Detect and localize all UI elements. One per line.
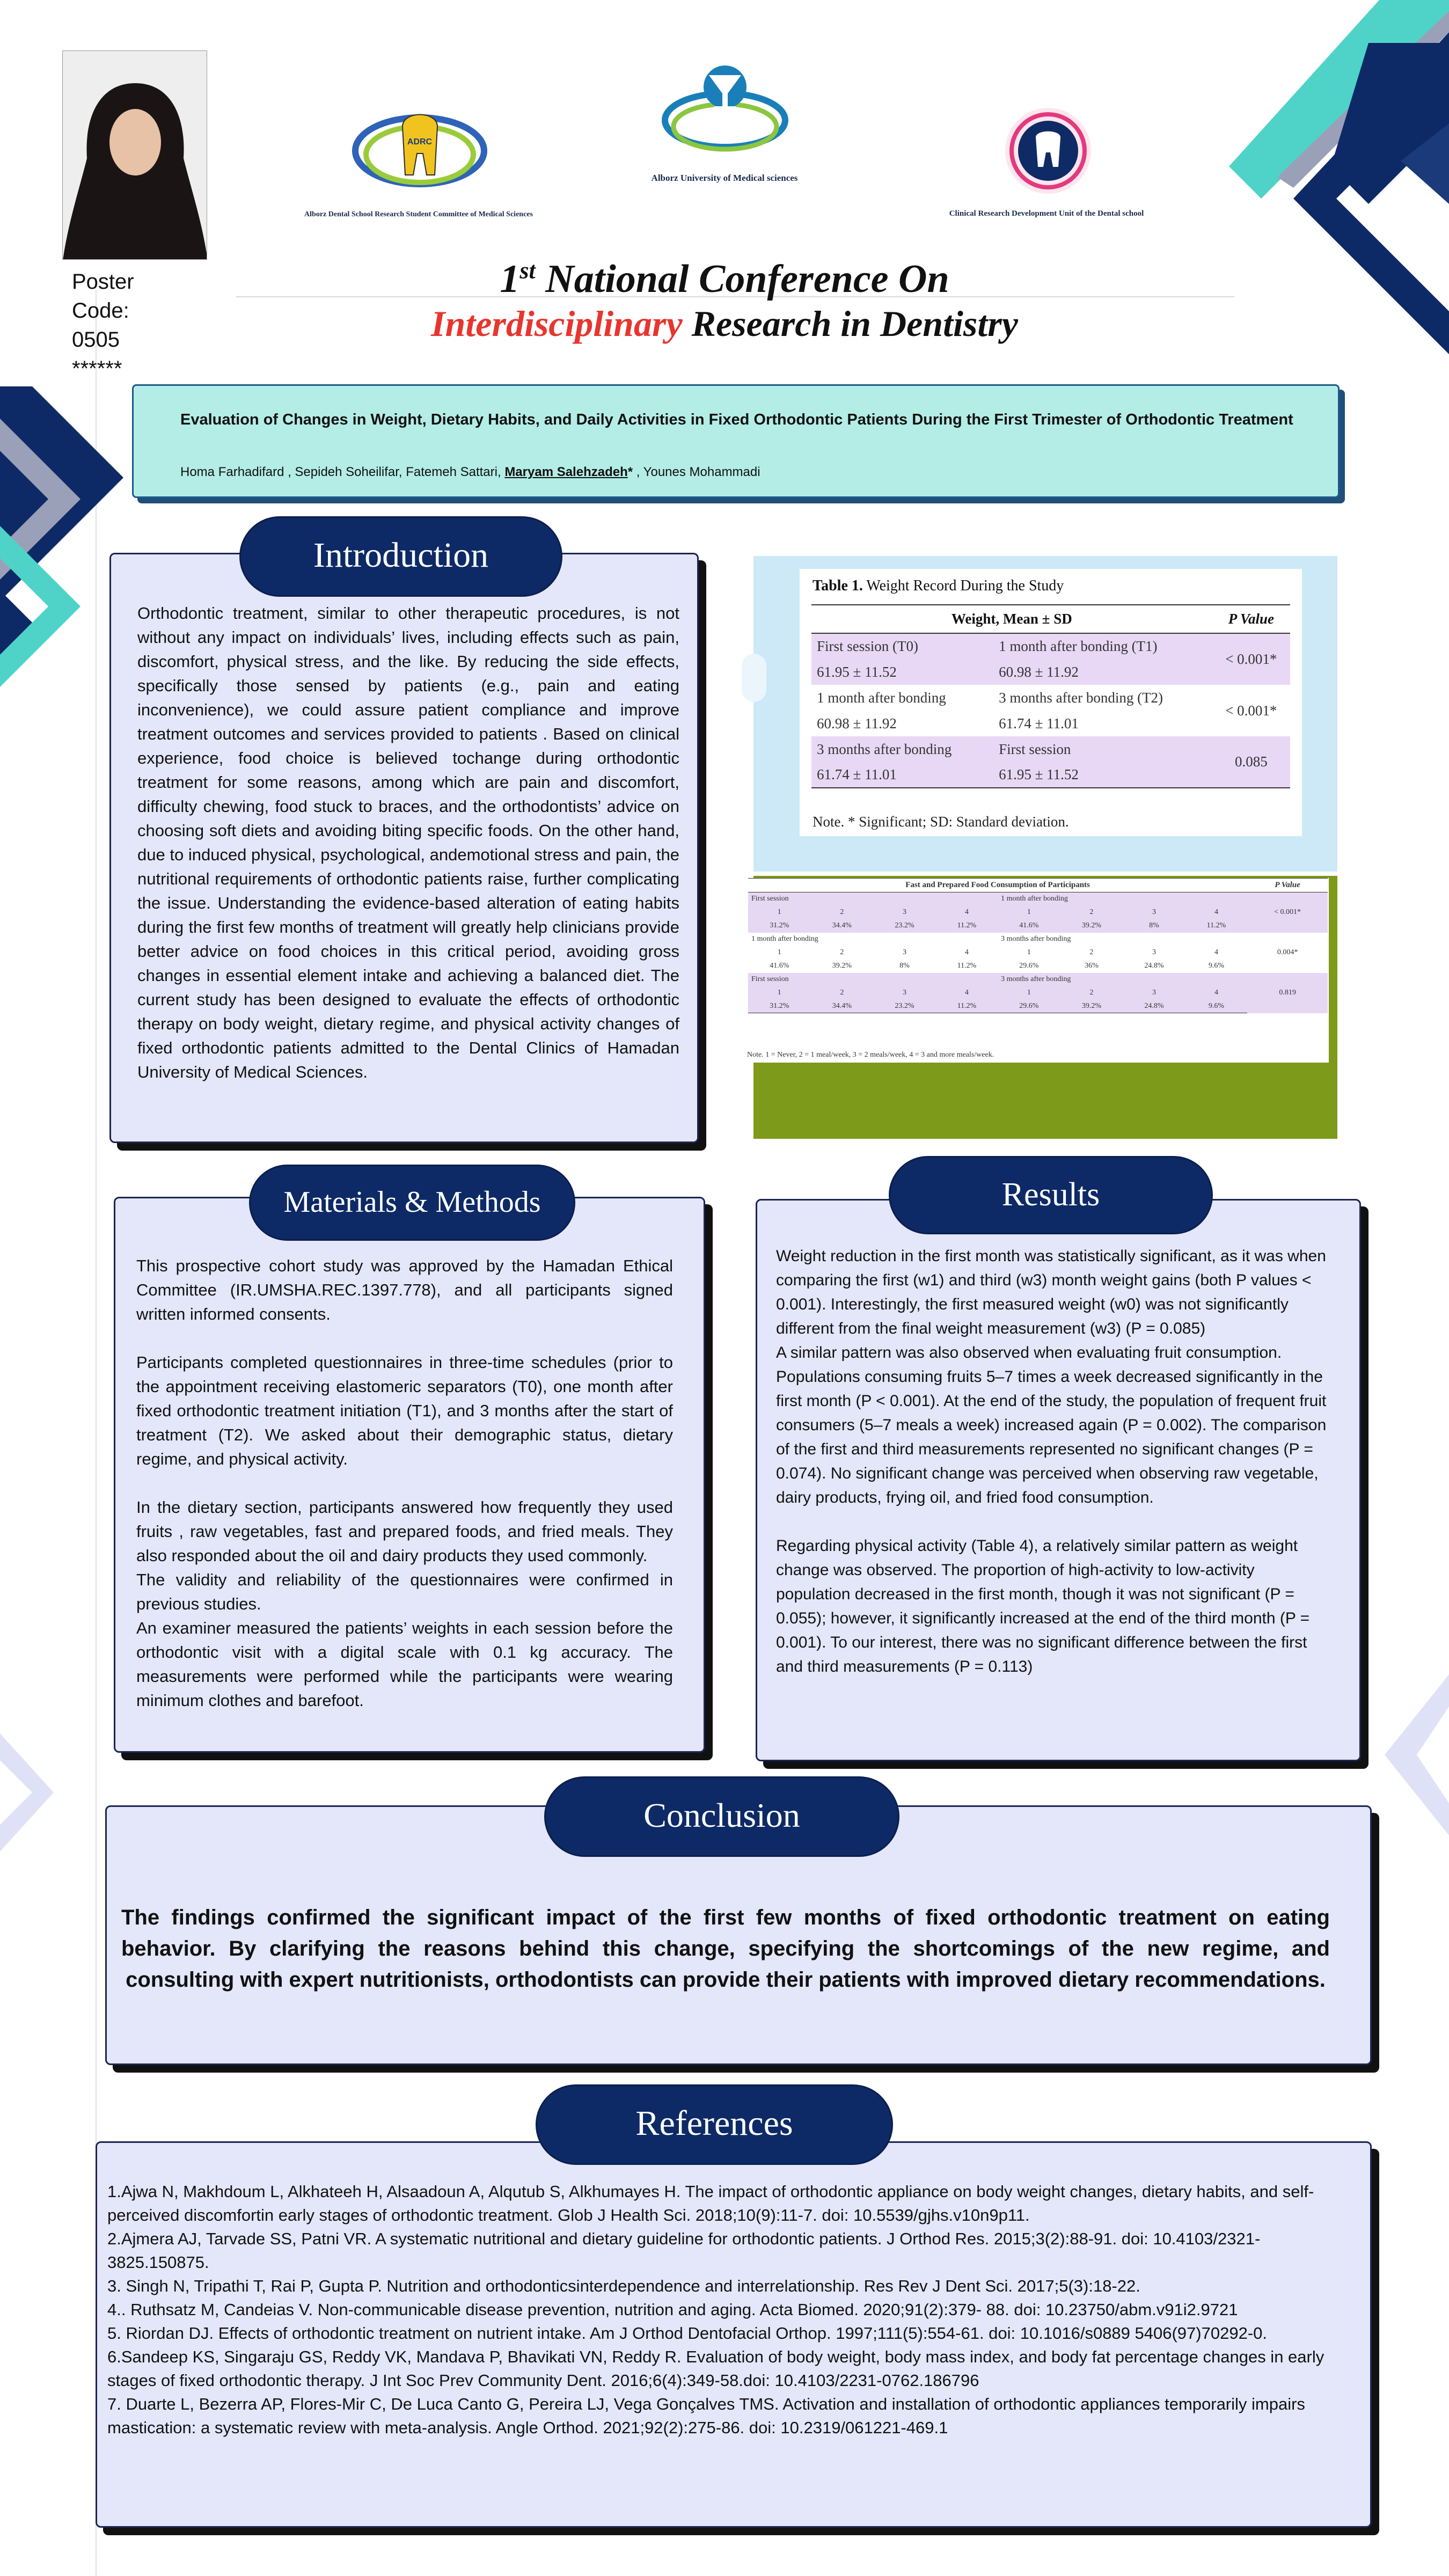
table-row xyxy=(811,633,1290,659)
table-cell: 1 xyxy=(998,906,1060,919)
table-cell: 1 month after bonding xyxy=(998,892,1247,906)
table-row xyxy=(748,933,1328,946)
table-cell: 1 xyxy=(748,986,811,1000)
study-title: Evaluation of Changes in Weight, Dietary Habits, and Daily Activities in Fixed Orthodontic Patients During the First Trimester of Orthodontic Treatment xyxy=(180,411,1293,428)
table-cell: 2 xyxy=(1060,906,1123,919)
table-cell: 39.2% xyxy=(1060,919,1123,933)
table-cell: 11.2% xyxy=(936,1000,998,1013)
table-cell: 3 months after bonding xyxy=(1001,935,1071,943)
table-cell: 3 xyxy=(873,986,936,1000)
table-cell: 4 xyxy=(936,986,998,1000)
table-cell: 3 xyxy=(1123,986,1185,1000)
table-cell: First session xyxy=(748,892,998,906)
table-cell: 4 xyxy=(1214,948,1218,956)
conclusion-text: The findings confirmed the significant impact of the first few months of fixed orthodontic treatment on eating behavior. By clarifying the reasons behind this change, specifying the shortcomings of the new regime, and consulting with expert nutritionists, orthodontists can provide their patients with improved dietary recommendations. xyxy=(121,1906,1330,1992)
poster-code-line2: Code: xyxy=(72,299,129,323)
authors-before: Homa Farhadifard , Sepideh Soheilifar, Fatemeh Sattari, xyxy=(180,465,505,479)
reference-item: 7. Duarte L, Bezerra AP, Flores-Mir C, De Luca Canto G, Pereira LJ, Vega Gonçalves TMS. Activation and installation of orthodontic appliances temporarily impairs mastication: a systematic review with meta-analysis. Angle Orthod. 2021;92(2):275-86. doi: 10.2319/061221-469.1 xyxy=(107,2395,1305,2437)
table-cell-pvalue: < 0.001* xyxy=(1212,633,1290,685)
poster-code xyxy=(72,267,158,383)
table-cell: 2 xyxy=(1089,948,1094,956)
table-cell: 34.4% xyxy=(811,919,874,933)
table2-note: Note. 1 = Never, 2 = 1 meal/week, 3 = 2 meals/week, 4 = 3 and more meals/week. xyxy=(747,1051,994,1059)
conference-title-text: National Conference On xyxy=(535,257,949,301)
clinical-unit-tooth-logo xyxy=(1002,105,1094,196)
table-cell: 3 xyxy=(902,948,906,956)
table-cell: 3 xyxy=(1123,906,1185,919)
table-cell: 23.2% xyxy=(873,919,936,933)
table-cell: 3 months after bonding xyxy=(811,736,993,762)
author-photo xyxy=(62,50,207,260)
table-cell: 2 xyxy=(840,948,844,956)
table-cell: 36% xyxy=(1085,962,1099,970)
table-cell: 11.2% xyxy=(1185,919,1247,933)
corresponding-star: * xyxy=(627,465,633,479)
table-cell: 31.2% xyxy=(748,1000,811,1013)
table-cell: 1 xyxy=(1027,948,1031,956)
methods-paragraph: Participants completed questionnaires in three-time schedules (prior to the appointment receiving elastomeric separators (T0), one month after fixed orthodontic treatment initiation (T1), and 3 months after the start of treatment (T2). We asked about their demographic status, dietary regime, and physical activity. xyxy=(136,1353,673,1468)
reference-item: 3. Singh N, Tripathi T, Rai P, Gupta P. Nutrition and orthodonticsinterdependence and interrelationship. Res Rev J Dent Sci. 2017;5(3):18-22. xyxy=(107,2277,1140,2295)
adrc-tooth-logo xyxy=(349,94,494,202)
results-heading: Results xyxy=(889,1156,1213,1234)
table-cell: 2 xyxy=(1060,986,1123,1000)
poster-code-stars: ****** xyxy=(72,357,122,380)
university-cup-logo xyxy=(658,60,792,157)
table-cell: 61.95 ± 11.52 xyxy=(993,762,1212,788)
corner-chevron-decoration-left xyxy=(0,386,123,741)
table-cell: 11.2% xyxy=(936,919,998,933)
table-cell: 61.74 ± 11.01 xyxy=(999,715,1079,731)
table-cell: 1 xyxy=(998,986,1060,1000)
table-row xyxy=(748,973,1328,986)
table-cell: 4 xyxy=(1185,906,1247,919)
table-cell-pvalue: < 0.001* xyxy=(1225,702,1277,719)
results-paragraph: A similar pattern was also observed when evaluating fruit consumption. Populations consuming fruits 5–7 times a week decreased significantly in the first month (P < 0.001). At the end of the study, the population of frequent fruit consumers (5–7 meals a week) increased again (P = 0.002). The comparison of the first and third measurements represented no significant changes (P = 0.074). No significant change was perceived when observing raw vegetable, dairy products, frying oil, and fried food consumption. xyxy=(776,1344,1327,1506)
table-cell: 61.95 ± 11.52 xyxy=(811,659,993,685)
chevron-decoration-right-faint xyxy=(1374,1674,1449,1851)
references-list xyxy=(107,2180,1352,2440)
table-row xyxy=(748,946,1328,960)
table-cell: 4 xyxy=(964,948,969,956)
reference-item: 2.Ajmera AJ, Tarvade SS, Patni VR. A systematic nutritional and dietary guideline for orthodontic patients. J Orthod Res. 2015;3(2):88-91. doi: 10.4103/2321-3825.150875. xyxy=(107,2229,1261,2272)
table-cell: 1 month after bonding (T1) xyxy=(993,633,1212,659)
references-heading: References xyxy=(536,2084,893,2165)
table-cell: 60.98 ± 11.92 xyxy=(993,659,1212,685)
table-cell-pvalue: 0.819 xyxy=(1247,973,1328,1013)
table1-note: Note. * Significant; SD: Standard deviation. xyxy=(813,814,1069,830)
table-row xyxy=(748,919,1328,933)
methods-text xyxy=(136,1254,673,1713)
table-row xyxy=(811,736,1290,762)
poster-code-number: 0505 xyxy=(72,328,120,352)
poster-code-line1: Poster xyxy=(72,270,134,294)
table-cell: 24.8% xyxy=(1123,1000,1185,1013)
table-cell: 1 xyxy=(748,906,811,919)
methods-paragraph: The validity and reliability of the questionnaires were confirmed in previous studies. xyxy=(136,1570,673,1613)
table2-col-pvalue: P Value xyxy=(1247,879,1328,892)
table-cell: 1 month after bonding xyxy=(751,935,818,943)
table-cell: 2 xyxy=(811,906,874,919)
results-text xyxy=(776,1244,1329,1679)
table1-title xyxy=(813,577,1064,595)
methods-paragraph: In the dietary section, participants answered how frequently they used fruits , raw vegetables, fast and prepared foods, and fried meals. They also responded about the oil and dairy products they used commonly. xyxy=(136,1498,673,1565)
table1-caption: Weight Record During the Study xyxy=(862,577,1064,594)
center-logo-caption: Alborz University of Medical sciences xyxy=(651,173,798,183)
table-cell: 1 xyxy=(777,948,781,956)
table1-col-pvalue: P Value xyxy=(1212,605,1290,633)
table-cell: 11.2% xyxy=(957,962,977,970)
table-cell: 60.98 ± 11.92 xyxy=(817,715,897,731)
table-cell: 39.2% xyxy=(832,962,852,970)
table-cell: 29.6% xyxy=(1019,962,1039,970)
conference-title-red-word: Interdisciplinary xyxy=(431,303,683,344)
methods-paragraph: An examiner measured the patients’ weights in each session before the orthodontic visit with a digital scale with 0.1 kg accuracy. The measurements were performed while the participants were wearing minimum clothes and barefoot. xyxy=(136,1619,673,1710)
table-cell: 31.2% xyxy=(748,919,811,933)
weight-table xyxy=(811,604,1290,788)
table-cell: 8% xyxy=(1123,919,1185,933)
table-cell: 29.6% xyxy=(998,1000,1060,1013)
table-cell: 9.6% xyxy=(1208,962,1225,970)
table-cell: 2 xyxy=(811,986,874,1000)
table-cell: 1 month after bonding xyxy=(817,689,946,706)
reference-item: 5. Riordan DJ. Effects of orthodontic treatment on nutrient intake. Am J Orthod Dentofacial Orthop. 1997;111(5):554-61. doi: 10.1016/s0889 5406(97)70292-0. xyxy=(107,2324,1267,2343)
table-cell-pvalue: 0.004* xyxy=(1277,948,1298,956)
table-cell: 24.8% xyxy=(1144,962,1164,970)
conference-title-sup: st xyxy=(519,257,536,284)
table-cell: First session xyxy=(993,736,1212,762)
methods-heading: Materials & Methods xyxy=(249,1165,575,1241)
table-cell: 34.4% xyxy=(811,1000,874,1013)
table-cell: 3 xyxy=(873,906,936,919)
table-row xyxy=(748,892,1328,906)
table-cell: 41.6% xyxy=(770,962,789,970)
conference-title-line2 xyxy=(215,303,1234,345)
table1-col-weight: Weight, Mean ± SD xyxy=(811,605,1212,633)
results-paragraph: Weight reduction in the first month was statistically significant, as it was when comparing the first (w1) and third (w3) month weight gains (both P values < 0.001). Interestingly, the first measured weight (w0) was not significantly different from the final weight measurement (w3) (P = 0.085) xyxy=(776,1247,1326,1337)
table-cell: 23.2% xyxy=(873,1000,936,1013)
food-consumption-table xyxy=(748,878,1328,1013)
reference-item: 6.Sandeep KS, Singaraju GS, Reddy VK, Mandava P, Bhavikati VN, Reddy R. Evaluation of body weight, body mass index, and body fat percentage changes in early stages of fixed orthodontic therapy. J Int Soc Prev Community Dent. 2016;6(4):349-58.doi: 10.4103/2231-0762.186796 xyxy=(107,2347,1324,2390)
table1-label: Table 1. xyxy=(813,577,863,594)
table-cell: 61.74 ± 11.01 xyxy=(811,762,993,788)
corresponding-author: Maryam Salehzadeh xyxy=(504,465,628,479)
reference-item: 4.. Ruthsatz M, Candeias V. Non-communicable disease prevention, nutrition and aging. Acta Biomed. 2020;91(2):379- 88. doi: 10.23750/abm.v91i2.9721 xyxy=(107,2300,1238,2319)
table-cell: 9.6% xyxy=(1185,1000,1247,1013)
table-row xyxy=(748,986,1328,1000)
table-row xyxy=(748,960,1328,973)
table1-shape xyxy=(742,654,766,702)
table-cell: First session xyxy=(748,973,998,986)
table-cell: 3 months after bonding xyxy=(998,973,1247,986)
conference-title-line1 xyxy=(215,257,1234,302)
conclusion-heading: Conclusion xyxy=(544,1776,899,1857)
adrc-badge-text: ADRC xyxy=(407,137,433,147)
reference-item: 1.Ajwa N, Makhdoum L, Alkhateeh H, Alsaadoun A, Alqutub S, Alkhumayes H. The impact of orthodontic appliance on body weight changes, dietary habits, and self-perceived discomfortin early stages of orthodontic treatment. Glob J Health Sci. 2018;10(9):11-7. doi: 10.5539/gjhs.v10n9p11. xyxy=(107,2182,1314,2224)
table-cell: 4 xyxy=(1185,986,1247,1000)
table-cell: 4 xyxy=(936,906,998,919)
authors-after: , Younes Mohammadi xyxy=(633,465,760,479)
table-row xyxy=(811,685,1290,711)
table-cell: 39.2% xyxy=(1060,1000,1123,1013)
results-paragraph: Regarding physical activity (Table 4), a relatively similar pattern as weight change was observed. The proportion of high-activity to low-activity population decreased in the first month, though it was not significant (P = 0.055); however, it significantly increased at the end of the third month (P = 0.001). To our interest, there was no significant difference between the first and third measurements (P = 0.113) xyxy=(776,1537,1310,1675)
introduction-heading: Introduction xyxy=(239,516,562,597)
conference-title-line2-rest: Research in Dentistry xyxy=(682,303,1018,344)
table-row xyxy=(748,1000,1328,1013)
table-cell: 41.6% xyxy=(998,919,1060,933)
conference-title-number: 1 xyxy=(500,257,520,301)
table-row xyxy=(748,906,1328,919)
table-cell: 8% xyxy=(899,962,910,970)
chevron-decoration-left-faint xyxy=(0,1733,59,1894)
table-cell-pvalue: < 0.001* xyxy=(1247,892,1328,933)
methods-paragraph: This prospective cohort study was approved by the Hamadan Ethical Committee (IR.UMSHA.REC.1397.778), and all participants signed written informed consents. xyxy=(136,1256,673,1323)
corner-chevron-decoration-top-right xyxy=(1208,0,1449,354)
introduction-text: Orthodontic treatment, similar to other therapeutic procedures, is not without any impact on individuals’ lives, including effects such as pain, discomfort, physical stress, and the like. By reducing the side effects, specifically those sensed by patients (e.g., pain and eating inconvenience), we could assure patient compliance and improve treatment outcomes and services provided to patients . Based on clinical experience, food choice is believed tochange during orthodontic treatment for some reasons, among which are pain and discomfort, difficulty chewing, food stuck to braces, and the orthodontists’ advice on choosing soft diets and avoiding biting specific foods. On the other hand, due to induced physical, psychological, andemotional stress and pain, the nutritional requirements of orthodontic patients raise, further complicating the issue. Understanding the evidence-based alteration of eating habits during the first few months of treatment will greatly help clinicians provide better advice on food choices in this critical period, avoiding gross changes in essential element intake and achieving a balanced diet. The current study has been designed to evaluate the effects of orthodontic therapy on body weight, dietary regime, and physical activity changes of fixed orthodontic patients admitted to the Dental Clinics of Hamadan University of Medical Sciences. xyxy=(137,604,679,1081)
table-cell: First session (T0) xyxy=(811,633,993,659)
left-logo-caption: Alborz Dental School Research Student Committee of Medical Sciences xyxy=(304,210,533,218)
table-cell: 3 xyxy=(1152,948,1156,956)
title-banner xyxy=(132,384,1340,498)
table-cell-pvalue: 0.085 xyxy=(1212,736,1290,788)
table-cell: 3 months after bonding (T2) xyxy=(999,689,1163,706)
author-list xyxy=(180,465,1307,480)
right-logo-caption: Clinical Research Development Unit of the Dental school xyxy=(949,209,1144,218)
table2-title: Fast and Prepared Food Consumption of Participants xyxy=(748,879,1247,892)
